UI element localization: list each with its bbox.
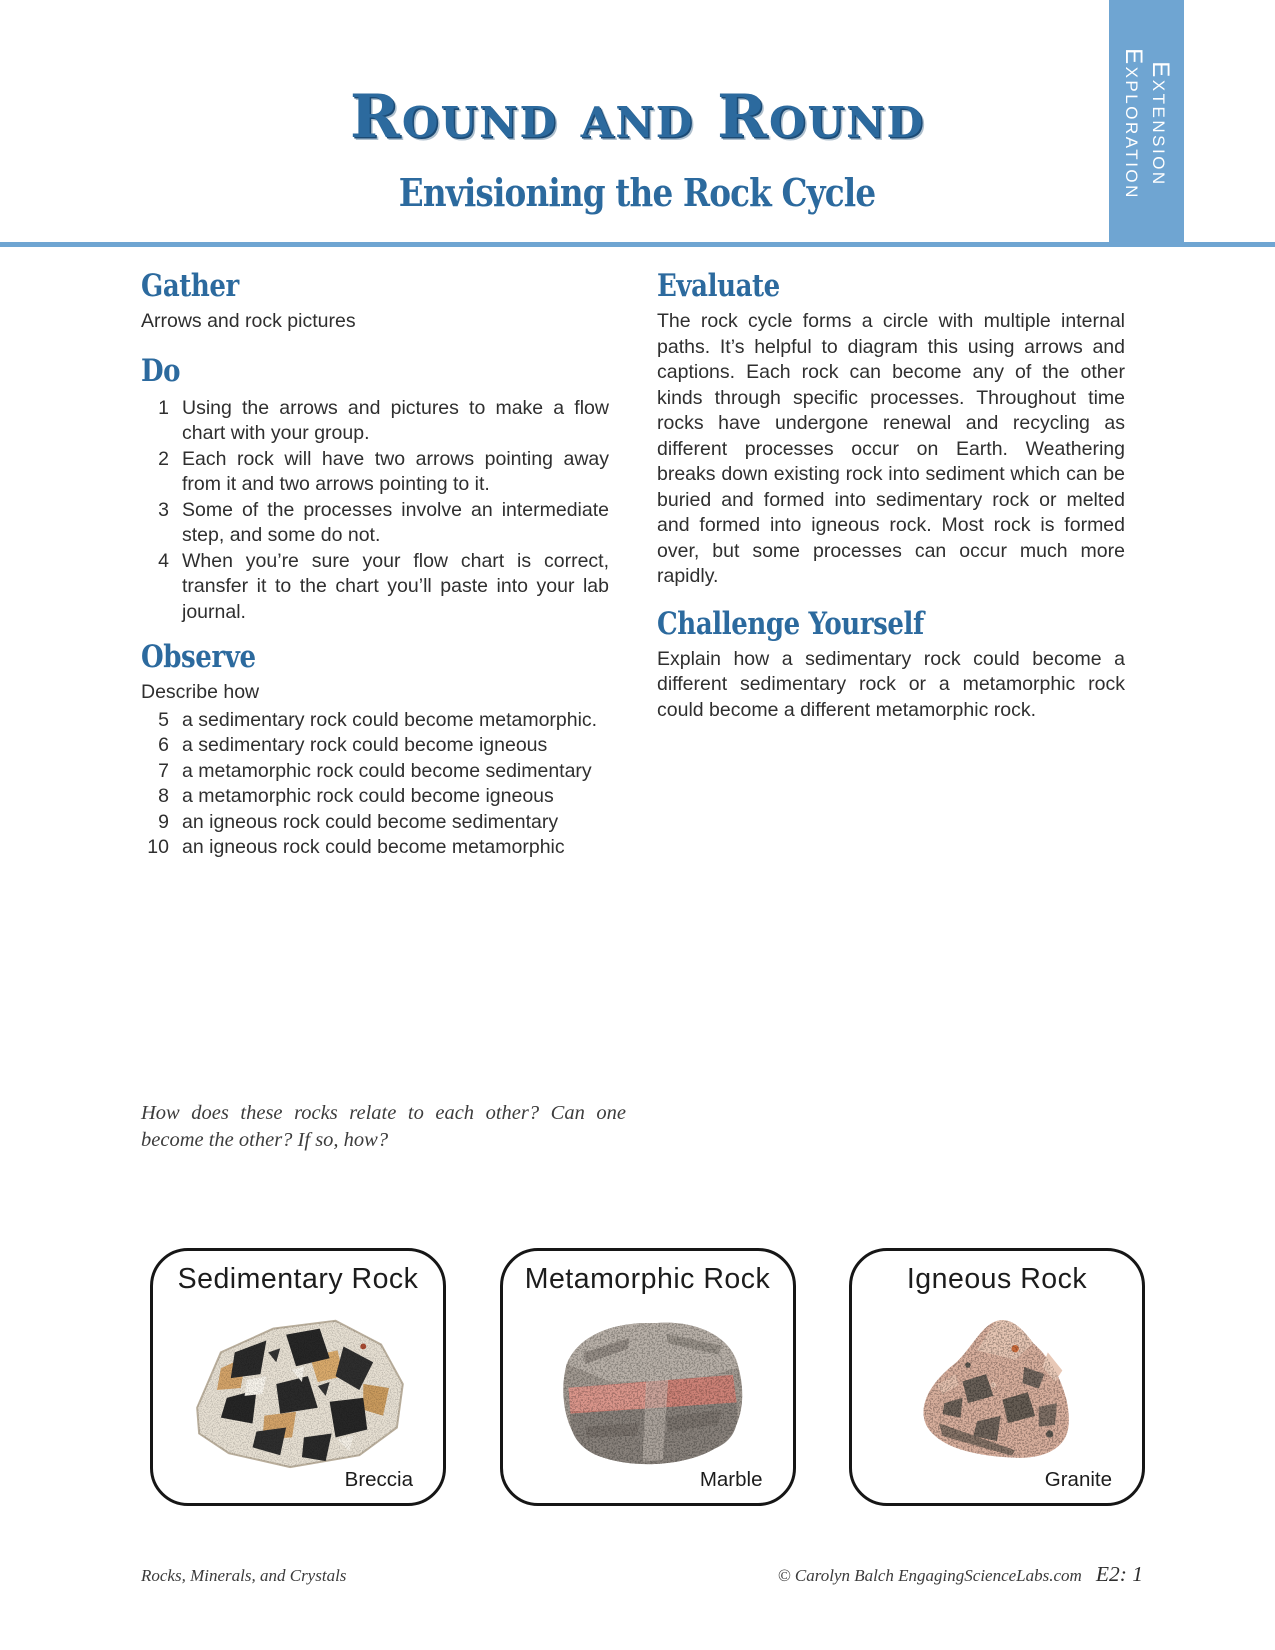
section-evaluate bbox=[657, 268, 1125, 590]
header-divider-rule bbox=[0, 242, 1275, 247]
section-do bbox=[141, 353, 609, 626]
challenge-heading: Challenge Yourself bbox=[657, 605, 924, 642]
copyright-text: © Carolyn Balch EngagingScienceLabs.com bbox=[777, 1566, 1082, 1585]
item-number: 1 bbox=[158, 396, 169, 419]
rock-cards-row bbox=[150, 1248, 1145, 1506]
metamorphic-rock-card bbox=[500, 1248, 796, 1506]
section-observe bbox=[141, 639, 609, 861]
card-title: Metamorphic Rock bbox=[524, 1263, 771, 1295]
gather-heading: Gather bbox=[141, 268, 239, 304]
item-number: 8 bbox=[158, 785, 169, 807]
extension-exploration-tab bbox=[1109, 0, 1184, 247]
item-text: Using the arrows and pictures to make a flow chart with your group. bbox=[182, 396, 609, 444]
rock-name-label: Breccia bbox=[344, 1468, 413, 1491]
list-item bbox=[141, 708, 609, 734]
list-item bbox=[141, 498, 609, 549]
list-item bbox=[141, 759, 609, 785]
item-text: an igneous rock could become metamorphic bbox=[182, 836, 565, 858]
observe-intro: Describe how bbox=[141, 681, 260, 703]
section-challenge bbox=[657, 606, 1125, 724]
tab-line-extension: Extension bbox=[1146, 60, 1174, 187]
item-number: 6 bbox=[158, 734, 169, 756]
item-number: 9 bbox=[158, 810, 169, 833]
rocks-question-caption: How does these rocks relate to each other? Can one become the other? If so, how? bbox=[141, 1102, 626, 1151]
do-heading: Do bbox=[141, 352, 181, 389]
page-title: Round and Round bbox=[350, 82, 925, 152]
header bbox=[0, 84, 1275, 214]
evaluate-body: The rock cycle forms a circle with multiple internal paths. It’s helpful to diagram this using arrows and captions. Each rock can become any of the other kinds through specific processes. Throughout time rocks have undergone renewal and recycling as different processes occur on Earth. Weathering breaks down existing rock into sediment which can be buried and formed into sedimentary rock or melted and formed into igneous rock. Most rock is formed over, but some processes can occur much more rapidly. bbox=[657, 310, 1125, 587]
section-gather bbox=[141, 268, 609, 335]
evaluate-heading: Evaluate bbox=[657, 268, 780, 304]
item-number: 7 bbox=[158, 759, 169, 782]
item-text: an igneous rock could become sedimentary bbox=[182, 810, 559, 833]
item-text: Each rock will have two arrows pointing away from it and two arrows pointing to it. bbox=[182, 447, 609, 495]
item-number: 4 bbox=[158, 549, 169, 572]
list-item bbox=[141, 447, 609, 498]
observe-list bbox=[141, 708, 609, 861]
page-subtitle: Envisioning the Rock Cycle bbox=[399, 170, 876, 215]
card-title: Sedimentary Rock bbox=[177, 1263, 419, 1295]
observe-heading: Observe bbox=[141, 639, 256, 675]
page-footer bbox=[141, 1562, 1143, 1587]
item-number: 10 bbox=[147, 836, 169, 858]
page-number: E2: 1 bbox=[1095, 1562, 1143, 1586]
content-columns bbox=[141, 268, 1125, 875]
list-item bbox=[141, 784, 609, 810]
challenge-body: Explain how a sedimentary rock could become a different sedimentary rock or a metamorphic rock could become a different metamorphic rock. bbox=[657, 647, 1125, 721]
list-item bbox=[141, 835, 609, 861]
granite-photo bbox=[879, 1297, 1115, 1473]
item-text: a metamorphic rock could become sedimentary bbox=[182, 759, 592, 782]
list-item bbox=[141, 549, 609, 626]
item-text: a metamorphic rock could become igneous bbox=[182, 785, 554, 807]
igneous-rock-card bbox=[849, 1248, 1145, 1506]
list-item bbox=[141, 396, 609, 447]
item-number: 2 bbox=[158, 447, 169, 470]
sedimentary-rock-card bbox=[150, 1248, 446, 1506]
rock-name-label: Marble bbox=[699, 1468, 763, 1491]
right-column bbox=[657, 268, 1125, 875]
list-item bbox=[141, 733, 609, 759]
card-title: Igneous Rock bbox=[906, 1263, 1088, 1295]
breccia-photo bbox=[169, 1297, 427, 1473]
rock-name-label: Granite bbox=[1044, 1468, 1112, 1491]
do-list bbox=[141, 396, 609, 626]
left-column bbox=[141, 268, 609, 875]
item-text: When you’re sure your flow chart is correct, transfer it to the chart you’ll paste into your lab journal. bbox=[182, 549, 609, 623]
marble-photo bbox=[528, 1297, 768, 1473]
list-item bbox=[141, 810, 609, 836]
gather-body: Arrows and rock pictures bbox=[141, 310, 356, 332]
extension-exploration-tab-label bbox=[1120, 48, 1174, 200]
item-number: 3 bbox=[158, 498, 169, 521]
item-text: Some of the processes involve an intermediate step, and some do not. bbox=[182, 498, 609, 546]
item-number: 5 bbox=[158, 708, 169, 731]
item-text: a sedimentary rock could become metamorphic. bbox=[182, 708, 598, 731]
tab-line-exploration: Exploration bbox=[1119, 47, 1147, 200]
item-text: a sedimentary rock could become igneous bbox=[182, 734, 548, 756]
series-title: Rocks, Minerals, and Crystals bbox=[141, 1566, 347, 1585]
